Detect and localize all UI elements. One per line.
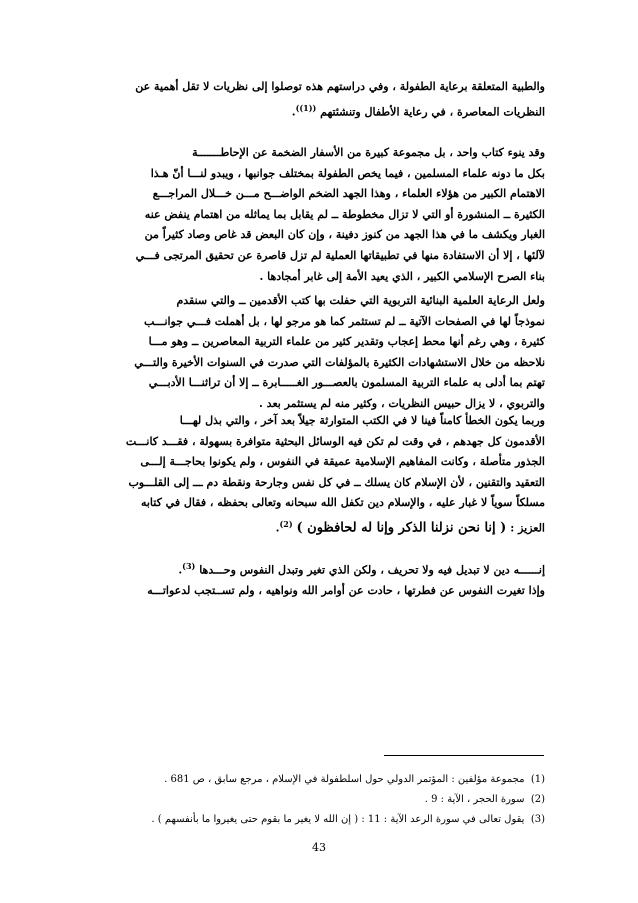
footnote-ref-3: (3) xyxy=(182,561,196,571)
text-line xyxy=(95,514,545,539)
text-line: نموذجاً لها في الصفحات الآتية ــ لم تستثمر كما هو مرجو لها ، بل أهملت فـــي جوانـــب xyxy=(143,314,545,328)
text-line: مسلكاً سوياً لا غبار عليه ، والإسلام دين تكفل الله سبحانه وتعالى بحفظه ، فقال في كتابه xyxy=(140,496,545,510)
footnote-ref-2: (2) xyxy=(279,518,293,529)
text-line xyxy=(95,98,545,123)
paragraph-1 xyxy=(95,77,545,123)
paragraph-2 xyxy=(95,143,545,287)
text-segment: العزيز : xyxy=(510,521,545,535)
text-line: بكل ما دونه علماء المسلمين ، فيما يخص الطفولة بمختلف جوانبها ، ويبدو لنـــا أنّ هـذا xyxy=(150,166,545,180)
footnote-text: سورة الحجر ، الآية : 9 . xyxy=(424,794,525,805)
paragraph-3 xyxy=(95,291,545,415)
line-end: . xyxy=(178,563,183,577)
text-segment: النظريات المعاصرة ، في رعاية الأطفال وتنشئتهم xyxy=(320,105,545,119)
text-line: كثيرة ، وهي رغم أنها محط إعجاب وتقدير كثير من علماء التربية المعاصرين ــ وهو مـــا xyxy=(148,335,545,349)
text-line: الكثيرة ــ المنشورة أو التي لا تزال مخطوطة ــ لم يقابل بما يماثله من اهتمام ينفض عنه xyxy=(144,207,545,221)
text-line: ولعل الرعاية العلمية البنائية التربوية التي حفلت بها كتب الأقدمين ــ والتي سنقدم xyxy=(176,294,545,307)
footnote-separator xyxy=(384,755,544,756)
text-line: الجذور متأصلة ، وكانت المفاهيم الإسلامية عميقة في النفوس ، ولم يكونوا بحاجـــة إلـــى xyxy=(140,455,545,469)
text-segment: إنــــــه دين لا تبديل فيه ولا تحريف ، ولكن الذي تغير وتبدل النفوس وحـــدها xyxy=(199,563,545,577)
text-line: تهتم بما أدلى به علماء التربية المسلمون بالعصـــور الغـــــابرة ــ إلا أن تراثنـــا الأدبـــي xyxy=(148,376,545,390)
paragraph-5 xyxy=(95,556,545,602)
footnote-text: يقول تعالى في سورة الرعد الآية : 11 : ( إن الله لا يغير ما بقوم حتى يغيروا ما بأنفسهم ) . xyxy=(151,814,525,825)
footnotes xyxy=(95,770,545,830)
text-line: بناء الصرح الإسلامي الكبير ، الذي يعيد الأمة إلى غابر أمجادها . xyxy=(259,269,545,283)
line-end: . xyxy=(275,521,280,535)
footnote-number: (3) xyxy=(530,814,545,825)
text-line xyxy=(95,556,545,581)
line-end: . xyxy=(291,105,296,119)
footnote-2 xyxy=(95,790,545,810)
footnote-1 xyxy=(95,770,545,790)
footnote-number: (1) xyxy=(530,774,545,785)
text-line: الأقدمون كل جهدهم ، في وقت لم تكن فيه الوسائل البحثية متوافرة بسهولة ، فقـــد كانـــت xyxy=(125,434,545,448)
text-line: نلاحظه من خلال الاستشهادات الكثيرة بالمؤلفات التي صدرت في السنوات الأخيرة والتـــي xyxy=(134,355,545,369)
text-line: وربما يكون الخطأ كامناً فينا لا في الكتب المتوارثة جيلاً بعد آخر ، والتي بذل لهـــا xyxy=(179,414,545,427)
paragraph-4 xyxy=(95,411,545,539)
text-line: الاهتمام الكبير من هؤلاء العلماء ، وهذا الجهد الضخم الواضـــح مـــن خـــلال المراجـــع xyxy=(152,187,545,201)
footnote-ref-1: ((1)) xyxy=(295,102,317,113)
text-line: وقد ينوء كتاب واحد ، بل مجموعة كبيرة من الأسفار الضخمة عن الإحاطـــــــة xyxy=(192,146,545,159)
text-line: وإذا تغيرت النفوس عن فطرتها ، حادت عن أوامر الله ونواهيه ، ولم تســتجب لدعواتـــه xyxy=(147,584,545,598)
text-line: والتربوي ، لا يزال حبيس النظريات ، وكثير منه لم يستثمر بعد . xyxy=(259,396,545,410)
quran-verse: ( إنا نحن نزلنا الذكر وإنا له لحافظون ) xyxy=(296,520,507,536)
footnote-number: (2) xyxy=(530,794,545,805)
text-line: الغبار ويكشف ما في هذا الجهد من كنوز دفينة ، وإن كان البعض قد غاص وصاد كثيراً من xyxy=(144,228,545,242)
text-line: التعقيد والتقنين ، لأن الإسلام كان يسلك ــ في كل نفس وجارحة ونقطة دم ـــ إلى القلـــوب xyxy=(128,475,545,489)
footnote-3 xyxy=(95,810,545,830)
text-line: لآلئها ، إلا أن الاستفادة منها في تطبيقاتها العملية لم تزل قاصرة عن تحقيق المرتجى فـــي xyxy=(135,248,545,262)
footnote-text: مجموعة مؤلفين : المؤتمر الدولي حول اسلطفولة في الإسلام ، مرجع سابق ، ص 681 . xyxy=(164,774,525,785)
text-line: والطبية المتعلقة برعاية الطفولة ، وفي دراستهم هذه توصلوا إلى نظريات لا تقل أهمية عن xyxy=(135,80,545,93)
page-number: 43 xyxy=(312,841,326,854)
